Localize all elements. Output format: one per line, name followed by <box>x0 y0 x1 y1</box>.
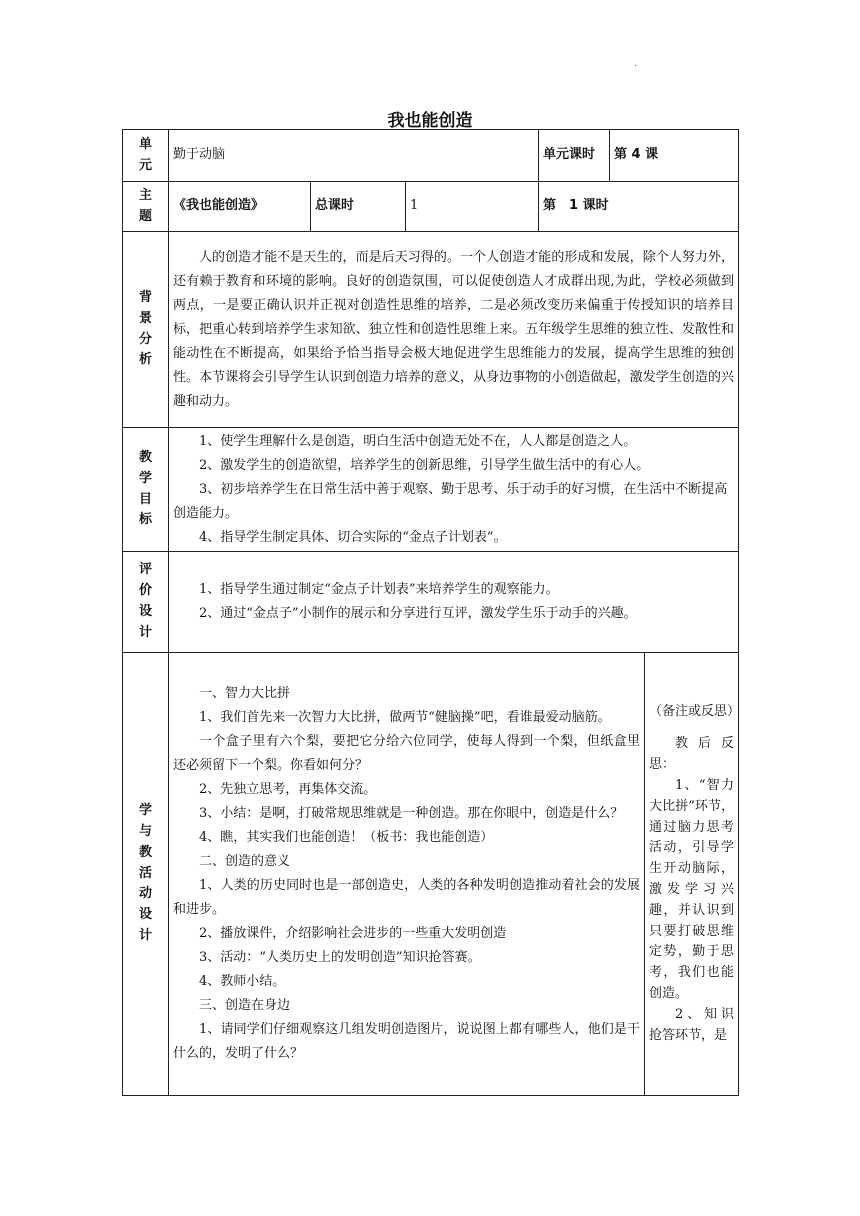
notes-item: 2、知识抢答环节，是 <box>649 1006 735 1043</box>
activities-label: 学 与 教 活 动 设 计 <box>123 653 169 1096</box>
background-label: 背 景 分 析 <box>123 232 169 428</box>
corner-mark: . <box>634 58 638 69</box>
activity-line: 2、先独立思考，再集体交流。 <box>199 782 377 797</box>
objective-item: 4、指导学生制定具体、切合实际的“金点子计划表”。 <box>199 529 507 545</box>
total-hours-label: 总课时 <box>311 182 406 232</box>
activities-row <box>123 653 739 1096</box>
objective-item: 2、激发学生的创造欲望，培养学生的创新思维，引导学生做生活中的有心人。 <box>199 457 650 473</box>
lesson-number: 第 1 课时 <box>539 182 739 232</box>
background-cell <box>169 232 739 428</box>
activities-cell <box>169 653 645 1096</box>
activity-line: 2、播放课件，介绍影响社会进步的一些重大发明创造 <box>199 926 507 941</box>
total-hours-value: 1 <box>406 182 539 232</box>
unit-period-value: 第 4 课 <box>610 130 739 182</box>
unit-label: 单 元 <box>123 130 169 182</box>
activity-line: 一个盒子里有六个梨，要把它分给六位同学，使每人得到一个梨，但纸盒里还必须留下一个梨。你看如何分？ <box>173 734 641 773</box>
activity-line: 二、创造的意义 <box>199 854 291 869</box>
activity-line: 1、我们首先来一次智力大比拼，做两节“健脑操”吧，看谁最爱动脑筋。 <box>199 710 611 725</box>
page-title: 我也能创造 <box>387 111 473 131</box>
activity-line: 1、请同学们仔细观察这几组发明创造图片，说说图上都有哪些人，他们是干什么的，发明了什么？ <box>173 1022 641 1061</box>
evaluation-cell <box>169 552 739 653</box>
theme-row <box>123 182 739 232</box>
unit-period-label: 单元课时 <box>539 130 610 182</box>
evaluation-row <box>123 552 739 653</box>
background-text: 人的创造才能不是天生的，而是后天习得的。一个人创造才能的形成和发展，除个人努力外，还有赖于教育和环境的影响。良好的创造氛围，可以促使创造人才成群出现,为此，学校必须做到两点，一是要正确认识并正视对创造性思维的培养，二是必须改变历来偏重于传授知识的培养目标，把重心转到培养学生求知欲、独立性和创造性思维上来。五年级学生思维的独立性、发散性和能动性在不断提高，如果给予恰当指导会极大地促进学生思维能力的发展，提高学生思维的独创性。本节课将会引导学生认识到创造力培养的意义，从身边事物的小创造做起，激发学生创造的兴趣和动力。 <box>173 249 735 409</box>
activity-line: 1、人类的历史同时也是一部创造史，人类的各种发明创造推动着社会的发展和进步。 <box>173 878 641 917</box>
objective-item: 3、初步培养学生在日常生活中善于观察、勤于思考、乐于动手的好习惯，在生活中不断提高创造能力。 <box>173 481 728 521</box>
notes-cell <box>645 653 739 1096</box>
notes-title: 教后反思： <box>649 736 735 773</box>
activity-line: 4、教师小结。 <box>199 974 286 989</box>
objectives-cell <box>169 428 739 552</box>
activity-line: 3、小结：是啊，打破常规思维就是一种创造。那在你眼中，创造是什么？ <box>199 806 624 821</box>
objective-item: 1、使学生理解什么是创造，明白生活中创造无处不在，人人都是创造之人。 <box>199 433 637 449</box>
activity-line: 三、创造在身边 <box>199 998 291 1013</box>
evaluation-item: 2、通过“金点子”小制作的展示和分享进行互评，激发学生乐于动手的兴趣。 <box>199 606 637 621</box>
unit-row <box>123 130 739 182</box>
lesson-plan-table <box>122 129 739 1096</box>
activity-line: 3、活动：“人类历史上的发明创造”知识抢答赛。 <box>199 950 481 965</box>
notes-item: 1、“智力大比拼”环节，通过脑力思考活动，引导学生开动脑际，激发学习兴趣，并认识到只要打破思维定势，勤于思考，我们也能创造。 <box>649 778 735 1001</box>
background-row <box>123 232 739 428</box>
theme-label: 主 题 <box>123 182 169 232</box>
objectives-label: 教 学 目 标 <box>123 428 169 552</box>
unit-value: 勤于动脑 <box>169 130 539 182</box>
activity-line: 一、智力大比拼 <box>199 686 291 701</box>
evaluation-item: 1、指导学生通过制定“金点子计划表”来培养学生的观察能力。 <box>199 582 559 597</box>
theme-value: 《我也能创造》 <box>169 182 311 232</box>
evaluation-label: 评 价 设 计 <box>123 552 169 653</box>
notes-header: （备注或反思） <box>649 703 741 719</box>
objectives-row <box>123 428 739 552</box>
activity-line: 4、瞧，其实我们也能创造！（板书：我也能创造） <box>199 830 494 845</box>
